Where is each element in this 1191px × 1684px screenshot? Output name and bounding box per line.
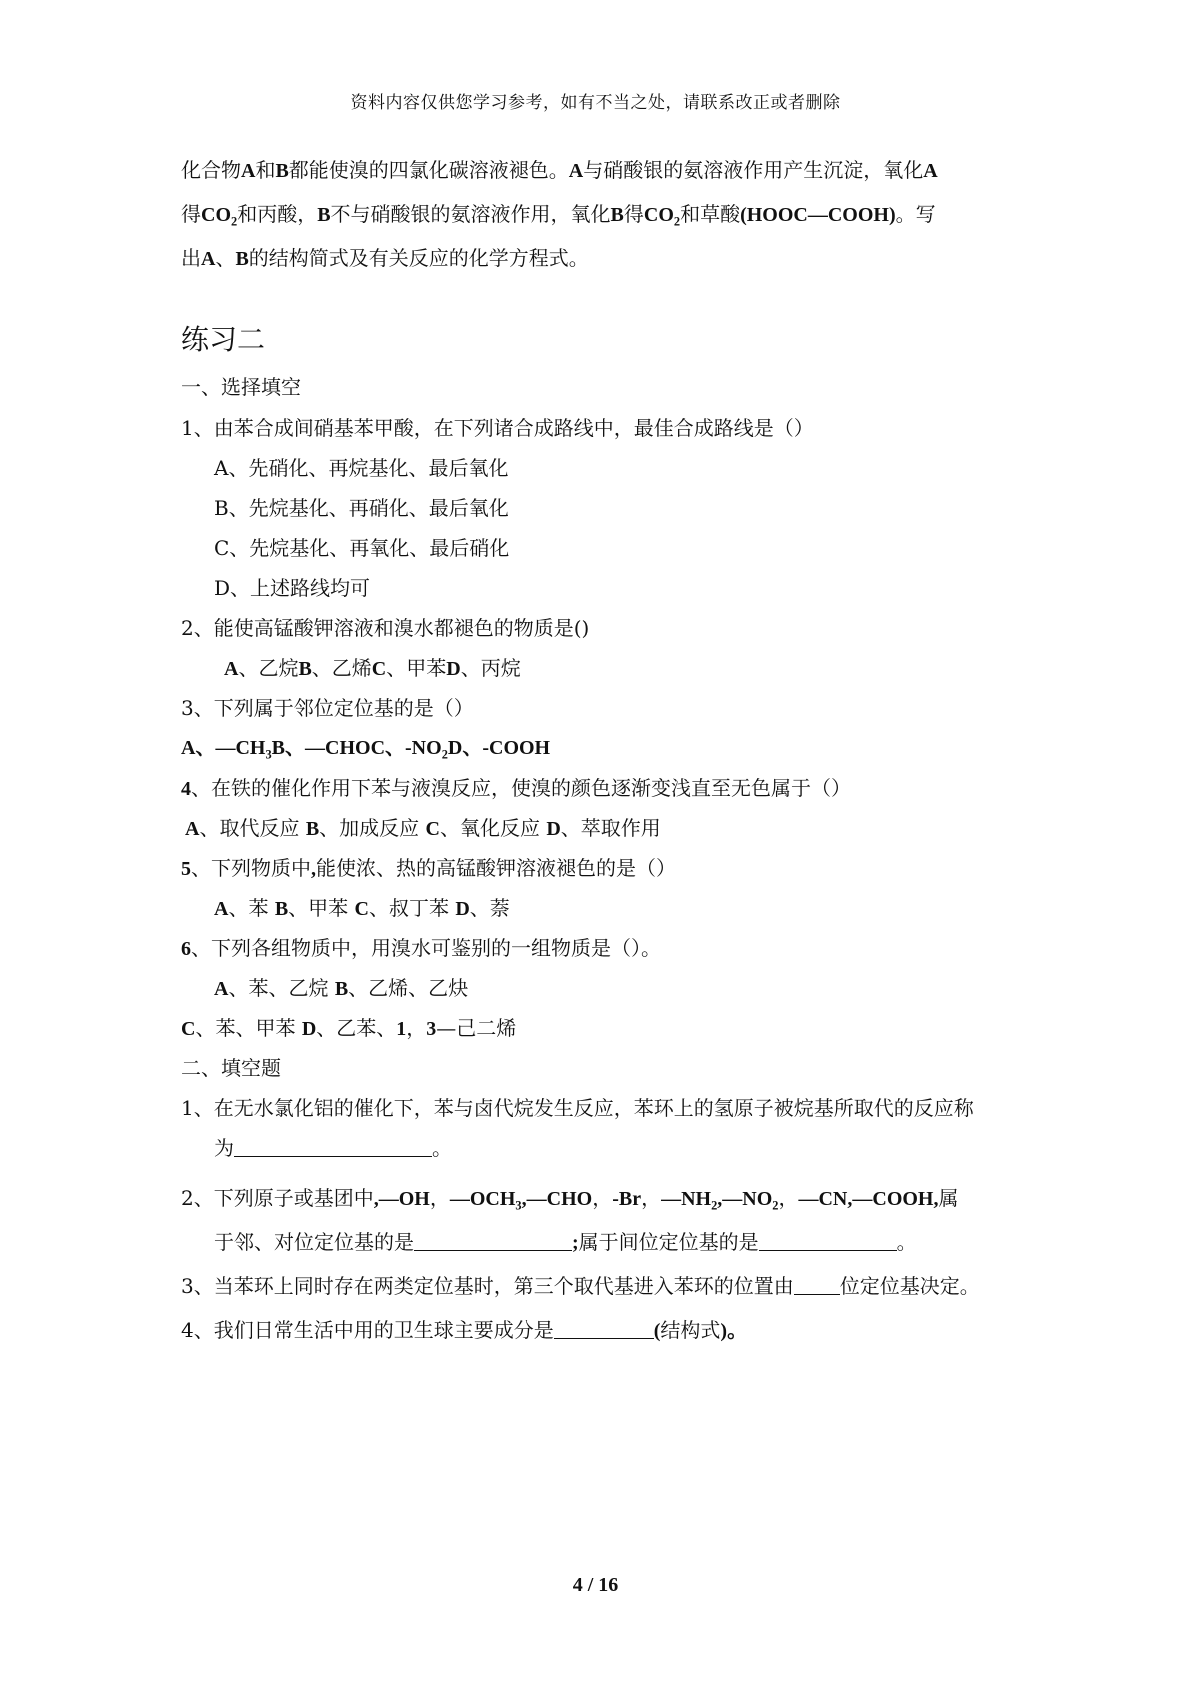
section-title: 练习二 — [181, 323, 266, 356]
page-number: 4 / 16 — [572, 1574, 619, 1596]
q6-stem: 6、下列各组物质中，用溴水可鉴别的一组物质是（）。 — [181, 936, 661, 960]
intro-line-3: 出A、B的结构简式及有关反应的化学方程式。 — [181, 246, 589, 270]
q4-stem: 4、在铁的催化作用下苯与液溴反应，使溴的颜色逐渐变浅直至无色属于（） — [181, 776, 851, 800]
header-notice: 资料内容仅供您学习参考，如有不当之处，请联系改正或者删除 — [350, 93, 841, 113]
fill-q2-line-2: 于邻、对位定位基的是 ;属于间位定位基的是 。 — [214, 1230, 917, 1254]
q6-options-ab: A、苯、乙烷 B、乙烯、乙炔 — [214, 976, 469, 1000]
part1-heading: 一、选择填空 — [181, 375, 301, 399]
q3-options: A、$—CH_3B$、—CHOC、$-NO_2D$、-COOH — [181, 737, 551, 762]
q1-option-d: D、上述路线均可 — [214, 576, 371, 600]
q6-options-cd: C、苯、甲苯 D、乙苯、1，3—己二烯 — [181, 1016, 517, 1040]
q5-stem: 5、下列物质中,能使浓、热的高锰酸钾溶液褪色的是（） — [181, 856, 676, 880]
q2-options: A、乙烷B、乙烯C、甲苯D、丙烷 — [224, 656, 521, 680]
q2-stem: 2、能使高锰酸钾溶液和溴水都褪色的物质是() — [181, 616, 590, 640]
fill-q4-blank[interactable] — [554, 1320, 654, 1339]
fill-q4-line: 4、我们日常生活中用的卫生球主要成分是 (结构式)。 — [181, 1318, 748, 1342]
fill-q2-blank-ortho-para[interactable] — [414, 1232, 572, 1251]
intro-line-2: 得$CO_2$和丙酸，B不与硝酸银的氨溶液作用，氧化B得$CO_2$和草酸(HOOC—COOH)。写 — [181, 202, 936, 229]
q1-stem: 1、由苯合成间硝基苯甲酸，在下列诸合成路线中，最佳合成路线是（） — [181, 416, 814, 440]
fill-q1-blank[interactable] — [234, 1138, 432, 1157]
q3-stem: 3、下列属于邻位定位基的是（） — [181, 696, 474, 720]
intro-line-1: 化合物A和B都能使溴的四氯化碳溶液褪色。A与硝酸银的氨溶液作用产生沉淀，氧化A — [181, 158, 938, 182]
q1-option-b: B、先烷基化、再硝化、最后氧化 — [214, 496, 509, 520]
part2-heading: 二、填空题 — [181, 1056, 281, 1080]
q1-option-a: A、先硝化、再烷基化、最后氧化 — [214, 456, 509, 480]
q5-options: A、苯 B、甲苯 C、叔丁苯 D、萘 — [214, 896, 510, 920]
fill-q2-blank-meta[interactable] — [759, 1232, 897, 1251]
fill-q3-blank[interactable] — [794, 1276, 840, 1295]
fill-q3-line: 3、当苯环上同时存在两类定位基时，第三个取代基进入苯环的位置由 位定位基决定。 — [181, 1274, 980, 1298]
fill-q1-line-1: 1、在无水氯化铝的催化下，苯与卤代烷发生反应，苯环上的氢原子被烷基所取代的反应称 — [181, 1096, 974, 1120]
fill-q2-line-1: 2、下列原子或基团中,—OH，$—OCH_3,—CHO$，-Br，$—NH_2,—NO_2$，—CN,—COOH,属 — [181, 1186, 959, 1213]
fill-q1-line-2: 为 。 — [214, 1136, 452, 1160]
q4-options: A、取代反应 B、加成反应 C、氧化反应 D、萃取作用 — [185, 816, 661, 840]
q1-option-c: C、先烷基化、再氧化、最后硝化 — [214, 536, 510, 560]
